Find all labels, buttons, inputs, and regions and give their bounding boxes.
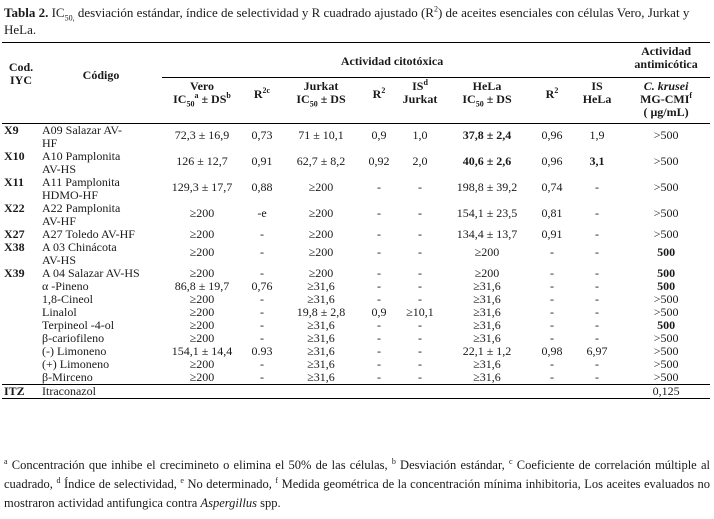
cell-hela: ≥31,6 (473, 318, 501, 332)
cell-is-hela: 3,1 (589, 154, 605, 168)
table-row (2, 176, 710, 202)
cell-is-jurkat: - (418, 357, 422, 371)
cell-r2-vero: - (260, 331, 264, 345)
cell-codigo: α -Pineno (42, 279, 89, 293)
cell-hela (442, 385, 532, 399)
cell-cod (2, 371, 40, 385)
col-cod: Cod. IYC (8, 60, 34, 87)
cell-codigo: (-) Limoneno (42, 344, 107, 358)
cell-is-jurkat: ≥10,1 (406, 305, 434, 319)
cell-is-hela: - (595, 357, 600, 371)
cell-r2-hela: 0,91 (541, 227, 563, 241)
cell-jurkat: ≥31,6 (307, 292, 335, 306)
caption-sup: 2 (433, 4, 438, 14)
cell-vero: ≥200 (189, 318, 215, 332)
cell-hela: 154,1 ± 23,5 (456, 206, 518, 220)
cell-r2-hela: - (550, 318, 554, 332)
cell-hela: 198,8 ± 39,2 (456, 180, 518, 194)
col-is-hela: IS HeLa (582, 79, 612, 106)
cell-jurkat: 62,7 ± 8,2 (296, 154, 346, 168)
cell-r2-hela: - (550, 266, 554, 280)
cell-c-krusei: >500 (653, 128, 679, 142)
cell-cod (2, 280, 40, 293)
cell-jurkat: 71 ± 10,1 (298, 128, 344, 142)
cell-codigo: 1,8-Cineol (42, 292, 93, 306)
cell-cod: X9 (4, 123, 19, 137)
cell-c-krusei: >500 (653, 305, 679, 319)
cell-codigo: A09 Salazar AV- HF (42, 123, 122, 150)
cell-r2-hela: 0,98 (541, 344, 563, 358)
cell-r2-jurkat (360, 385, 398, 399)
cell-vero: ≥200 (189, 331, 215, 345)
cell-r2-jurkat: 0,9 (371, 305, 387, 319)
cell-hela: 134,4 ± 13,7 (456, 227, 518, 241)
col-r2-vero: $R^{2c}$ (253, 86, 271, 101)
cell-r2-hela: - (550, 357, 554, 371)
cell-r2-hela: 0,96 (541, 128, 563, 142)
cell-jurkat: ≥31,6 (307, 370, 335, 384)
cell-is-jurkat: 2,0 (412, 154, 428, 168)
caption-text-b: desviación estándar, índice de selectividad y R cuadrado ajustado (R (74, 5, 434, 20)
cell-cod: X27 (4, 227, 25, 241)
cell-vero: ≥200 (189, 266, 215, 280)
cell-jurkat: ≥31,6 (307, 344, 335, 358)
cell-c-krusei: >500 (653, 180, 679, 194)
cell-r2-vero: - (260, 227, 264, 241)
cell-cod (2, 293, 40, 306)
cell-r2-jurkat: - (377, 344, 381, 358)
cell-hela: ≥31,6 (473, 292, 501, 306)
cell-vero: ≥200 (189, 292, 215, 306)
cell-r2-vero: - (260, 245, 264, 259)
cell-r2-vero: - (260, 292, 264, 306)
cell-r2-jurkat: - (377, 245, 381, 259)
cell-cod: ITZ (4, 384, 25, 398)
cell-hela: ≥31,6 (473, 305, 501, 319)
cell-cod: X38 (4, 240, 25, 254)
cell-codigo: Terpineol -4-ol (42, 318, 115, 332)
table-row (2, 358, 710, 371)
cell-r2-jurkat: - (377, 227, 381, 241)
cell-r2-hela: 0,81 (541, 206, 563, 220)
cell-r2-hela: - (550, 245, 554, 259)
cell-is-hela (572, 385, 622, 399)
cell-is-hela: - (595, 279, 600, 293)
caption-text-a: IC (48, 5, 65, 20)
cell-vero: ≥200 (189, 357, 215, 371)
cell-is-jurkat: - (418, 331, 422, 345)
cell-codigo: β-cariofileno (42, 331, 105, 345)
cell-jurkat: ≥31,6 (307, 318, 335, 332)
cell-jurkat: ≥31,6 (307, 331, 335, 345)
cell-cod (2, 319, 40, 332)
cell-is-hela: - (595, 370, 600, 384)
cell-r2-vero: 0,76 (251, 279, 273, 293)
cell-is-jurkat: - (418, 266, 422, 280)
table-row (2, 202, 710, 228)
cell-hela: ≥31,6 (473, 331, 501, 345)
cell-hela: 22,1 ± 1,2 (462, 344, 512, 358)
cell-cod (2, 345, 40, 358)
col-codigo: Código (82, 68, 120, 82)
cell-c-krusei: >500 (653, 331, 679, 345)
cell-is-hela: 6,97 (586, 344, 608, 358)
cell-r2-jurkat: - (377, 357, 381, 371)
cell-codigo: A 03 Chinácota AV-HS (42, 240, 117, 267)
cell-c-krusei: >500 (653, 206, 679, 220)
cell-r2-jurkat: - (377, 206, 381, 220)
table-row (2, 124, 710, 151)
cell-hela: ≥31,6 (473, 357, 501, 371)
cell-r2-vero: -e (257, 206, 267, 220)
cell-hela: ≥200 (474, 245, 500, 259)
cell-codigo: Linalol (42, 305, 77, 319)
cell-hela: 37,8 ± 2,4 (462, 128, 512, 142)
cell-is-hela: - (595, 245, 600, 259)
cell-jurkat: ≥200 (308, 180, 334, 194)
cell-is-hela: - (595, 206, 600, 220)
cell-is-jurkat: - (418, 292, 422, 306)
cell-r2-vero: - (260, 266, 264, 280)
cell-vero: 126 ± 12,7 (176, 154, 228, 168)
cell-cod: X39 (4, 266, 25, 280)
cell-jurkat: 19,8 ± 2,8 (296, 305, 346, 319)
table-row (2, 371, 710, 385)
cell-vero: 129,3 ± 17,7 (171, 180, 233, 194)
cell-jurkat: ≥200 (308, 206, 334, 220)
cell-hela: 40,6 ± 2,6 (462, 154, 512, 168)
cell-is-jurkat: - (418, 318, 422, 332)
cell-is-jurkat: 1,0 (412, 128, 428, 142)
cell-r2-jurkat: - (377, 266, 381, 280)
cell-r2-vero: 0,73 (251, 128, 273, 142)
cell-r2-jurkat: - (377, 331, 381, 345)
col-jurkat: Jurkat $IC_{50}$ ± DS (296, 79, 346, 109)
col-group-citotoxica: Actividad citotóxica (162, 43, 622, 78)
cell-r2-jurkat: - (377, 279, 381, 293)
cell-c-krusei: >500 (653, 344, 679, 358)
cell-r2-hela: - (550, 292, 554, 306)
cell-is-jurkat: - (418, 370, 422, 384)
cell-codigo: A11 Pamplonita HDMO-HF (42, 175, 120, 202)
cell-r2-jurkat: 0,9 (371, 128, 387, 142)
cell-c-krusei: 500 (657, 318, 676, 332)
cell-c-krusei: 500 (657, 266, 676, 280)
cell-c-krusei: 0,125 (652, 384, 680, 398)
cell-is-jurkat (398, 385, 442, 399)
col-c-krusei: C. krusei MG-CMI$^f$ ( μg/mL) (640, 79, 693, 119)
caption-sub: 50, (64, 13, 75, 23)
cell-codigo: A22 Pamplonita AV-HF (42, 201, 121, 228)
cell-is-jurkat: - (418, 227, 422, 241)
cell-vero: 72,3 ± 16,9 (174, 128, 230, 142)
col-group-antimicotica: Actividad antimicótica (622, 43, 710, 78)
cell-is-hela: - (595, 292, 600, 306)
table-row (2, 150, 710, 176)
cell-c-krusei: >500 (653, 227, 679, 241)
table-row (2, 385, 710, 399)
cell-is-hela: - (595, 305, 600, 319)
cell-jurkat: ≥200 (308, 227, 334, 241)
cell-r2-vero: - (260, 305, 264, 319)
cell-r2-hela: 0,74 (541, 180, 563, 194)
cell-is-jurkat: - (418, 206, 422, 220)
cell-is-hela: - (595, 227, 600, 241)
cell-r2-jurkat: - (377, 180, 381, 194)
cell-r2-jurkat: - (377, 318, 381, 332)
col-is-jurkat: $IS^d$ Jurkat (402, 78, 438, 106)
cell-is-hela: 1,9 (589, 128, 605, 142)
table-footnote: $^a$ Concentración que inhibe el crecimineto o elimina el 50% de las células, $^b$ Desviación estándar, $^c$ Coeficiente de correlación múltiple al cuadrado, $^d$ Índice de selectividad, $^e$ No determinado, $^f$ Medida geométrica de la concentración mínima inhibitoria, Los aceites evaluados no mostraron actividad antifungica contra Aspergillus spp. (4, 456, 711, 510)
cell-cod: X10 (4, 149, 25, 163)
cell-is-jurkat: - (418, 245, 422, 259)
cell-r2-hela: - (550, 279, 554, 293)
cell-is-hela: - (595, 331, 600, 345)
cell-cod: X22 (4, 201, 25, 215)
cell-c-krusei: >500 (653, 292, 679, 306)
cell-r2-vero (242, 385, 282, 399)
cell-vero: ≥200 (189, 227, 215, 241)
cell-codigo: A27 Toledo AV-HF (42, 227, 135, 241)
table-row (2, 267, 710, 280)
cell-codigo: Itraconazol (42, 384, 96, 398)
table-row (2, 241, 710, 267)
cell-cod (2, 306, 40, 319)
table-caption (4, 4, 704, 38)
caption-text-c: ) de aceites esenciales con células Vero, Jurkat y HeLa. (4, 5, 690, 37)
cell-r2-vero: 0.93 (251, 344, 273, 358)
cell-r2-vero: 0,88 (251, 180, 273, 194)
cell-jurkat: ≥200 (308, 266, 334, 280)
cell-vero: ≥200 (189, 206, 215, 220)
table-row (2, 319, 710, 332)
cell-hela: ≥31,6 (473, 370, 501, 384)
cell-codigo: A 04 Salazar AV-HS (42, 266, 140, 280)
cell-is-jurkat: - (418, 279, 422, 293)
cell-r2-vero: 0,91 (251, 154, 273, 168)
cell-is-hela: - (595, 180, 600, 194)
cell-r2-vero: - (260, 370, 264, 384)
data-table (2, 42, 710, 399)
cell-r2-hela: - (550, 331, 554, 345)
cell-codigo: A10 Pamplonita AV-HS (42, 149, 121, 176)
cell-hela: ≥31,6 (473, 279, 501, 293)
cell-cod (2, 332, 40, 345)
cell-hela: ≥200 (474, 266, 500, 280)
col-r2-hela: $R^2$ (545, 86, 559, 101)
table-row (2, 280, 710, 293)
cell-jurkat: ≥31,6 (307, 357, 335, 371)
cell-codigo: (+) Limoneno (42, 357, 110, 371)
caption-label: Tabla 2. (4, 5, 49, 20)
cell-vero: ≥200 (189, 245, 215, 259)
cell-vero: ≥200 (189, 370, 215, 384)
cell-c-krusei: 500 (657, 279, 676, 293)
cell-is-jurkat: - (418, 344, 422, 358)
cell-c-krusei: 500 (657, 245, 676, 259)
col-vero: Vero $IC_{50}^a \pm DS^b$ (173, 79, 231, 109)
cell-r2-jurkat: 0,92 (368, 154, 390, 168)
cell-vero: 86,8 ± 19,7 (174, 279, 230, 293)
col-r2-jurkat: $R^2$ (372, 86, 386, 101)
table-row (2, 293, 710, 306)
cell-r2-hela (532, 385, 572, 399)
cell-jurkat: ≥31,6 (307, 279, 335, 293)
cell-vero: ≥200 (189, 305, 215, 319)
cell-c-krusei: >500 (653, 154, 679, 168)
cell-codigo: β-Mirceno (42, 370, 93, 384)
cell-is-hela: - (595, 318, 600, 332)
cell-cod (2, 358, 40, 371)
cell-cod: X11 (4, 175, 25, 189)
cell-r2-hela: 0,96 (541, 154, 563, 168)
cell-r2-vero: - (260, 357, 264, 371)
cell-jurkat: ≥200 (308, 245, 334, 259)
cell-c-krusei: >500 (653, 370, 679, 384)
cell-c-krusei: >500 (653, 357, 679, 371)
cell-r2-hela: - (550, 305, 554, 319)
cell-r2-jurkat: - (377, 292, 381, 306)
cell-r2-hela: - (550, 370, 554, 384)
cell-vero: 154,1 ± 14,4 (171, 344, 233, 358)
col-hela: HeLa $IC_{50}$ ± DS (462, 79, 512, 109)
cell-is-hela: - (595, 266, 600, 280)
cell-vero (162, 385, 242, 399)
cell-r2-vero: - (260, 318, 264, 332)
cell-jurkat (282, 385, 360, 399)
cell-is-jurkat: - (418, 180, 422, 194)
cell-r2-jurkat: - (377, 370, 381, 384)
